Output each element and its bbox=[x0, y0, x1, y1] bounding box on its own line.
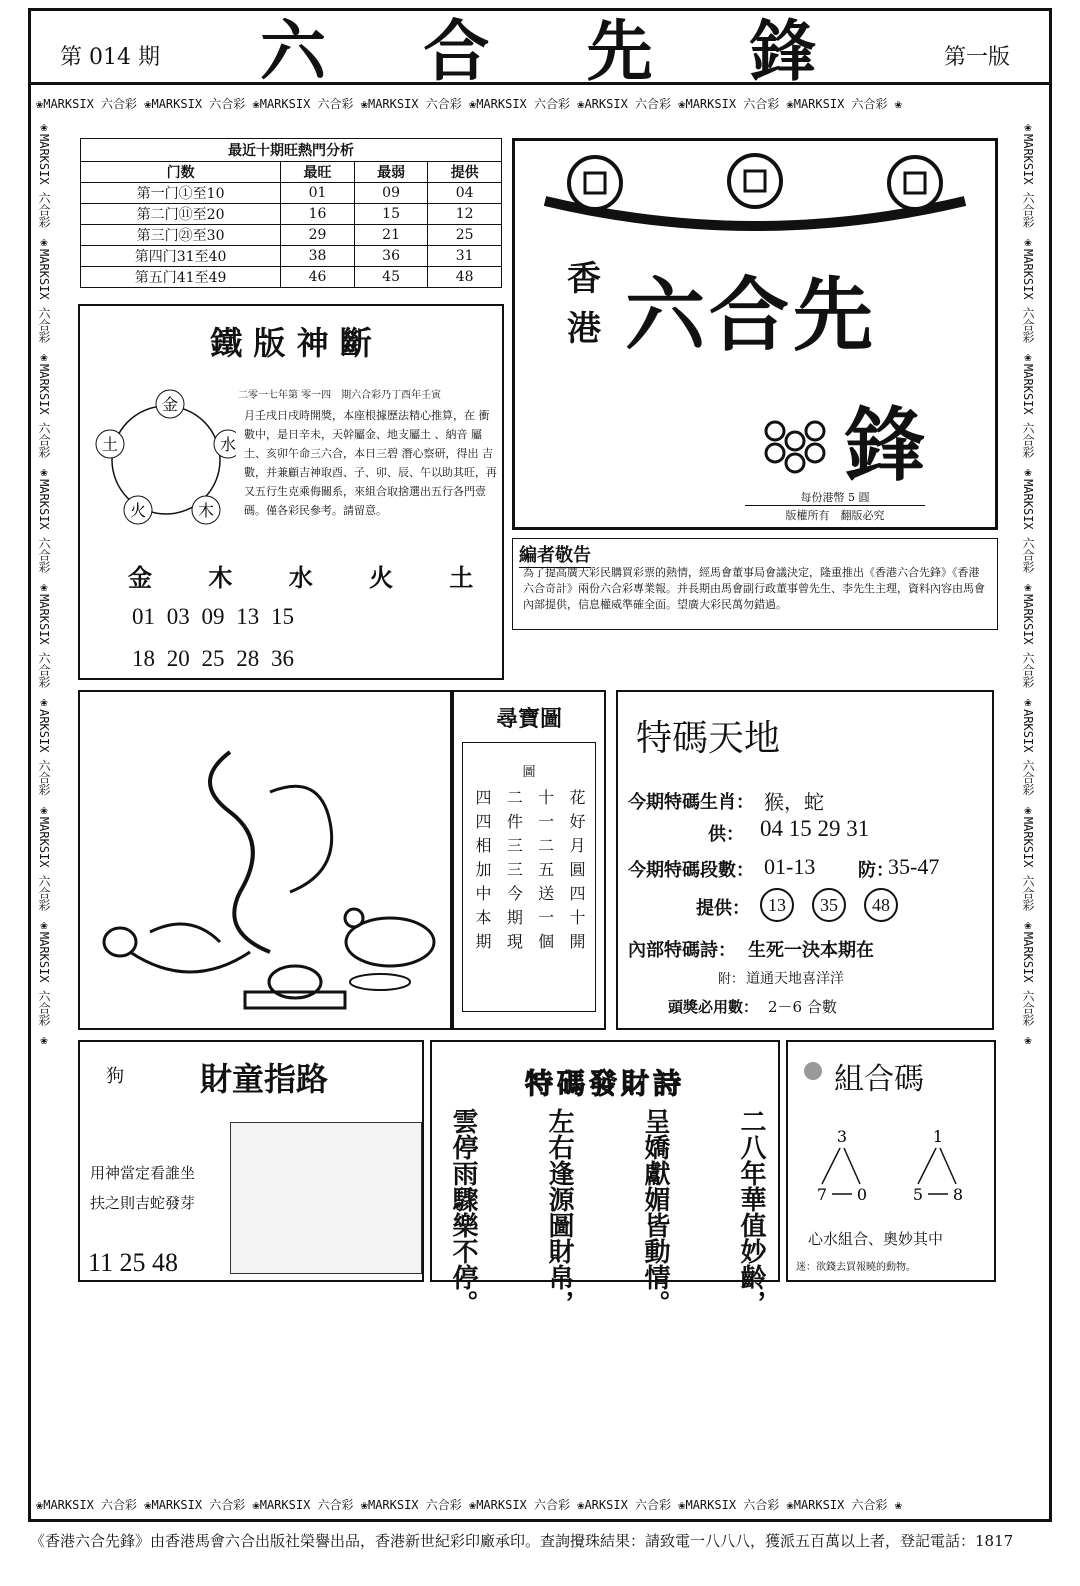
numbers-row-1: 01 03 09 13 15 bbox=[132, 604, 294, 629]
tema-title: 特碼天地 bbox=[636, 718, 781, 759]
combo-title: 組合碼 bbox=[834, 1062, 924, 1097]
element-label: 金 bbox=[161, 395, 179, 414]
cell: 01 bbox=[281, 183, 355, 204]
editor-notice bbox=[512, 538, 998, 630]
edition-label: 第一版 bbox=[944, 45, 1011, 70]
hot-analysis-table bbox=[80, 138, 502, 288]
circled-number: 48 bbox=[864, 888, 898, 922]
caitong-line-1: 用神當定看誰坐 bbox=[90, 1164, 196, 1182]
top-brand-strip: ❀MARKSIX 六合彩 ❀MARKSIX 六合彩 ❀MARKSIX 六合彩 ❀MARKSIX 六合彩 ❀MARKSIX 六合彩 ❀ARKSIX 六合彩 ❀MARKSIX 六合彩 ❀MARKSIX 六合彩 ❀ bbox=[36, 97, 902, 111]
cell: 第三门㉑至30 bbox=[81, 225, 281, 246]
notice-text: 為了提高廣大彩民購買彩票的熱情，經馬會董事局會議決定，隆重推出《香港六合先鋒》《香港六合奇計》兩份六合彩專業報。并長期由馬會副行政董事曾先生、李先生主理，資料內容由馬會內部提供，信息權威準確全面。望廣大彩民萬勿錯過。 bbox=[523, 566, 985, 611]
col-header: 门数 bbox=[81, 162, 281, 183]
gong-value: 04 15 29 31 bbox=[760, 816, 870, 841]
treasure-column: 十一二五送一個 bbox=[535, 789, 555, 957]
duan-label: 今期特碼段數： bbox=[628, 860, 754, 881]
calendar-label: 圖 bbox=[522, 765, 536, 780]
masthead bbox=[260, 8, 820, 90]
elements-row: 金 木 水 火 土 bbox=[128, 564, 498, 592]
header-rule bbox=[28, 82, 1052, 85]
combo-digit: 8 bbox=[952, 1185, 964, 1204]
five-elements-diagram bbox=[94, 384, 236, 530]
bonus-label: 頭獎必用數： bbox=[668, 998, 759, 1016]
poem-label: 內部特碼詩： bbox=[628, 940, 736, 961]
treasure-column: 二件三三今期現 bbox=[504, 789, 524, 957]
treasure-column: 四四相加中本期 bbox=[473, 789, 492, 957]
cell: 45 bbox=[354, 267, 428, 288]
price-label: 每份港幣 5 圓 bbox=[745, 489, 925, 506]
cell: 09 bbox=[354, 183, 428, 204]
combo-note: 迷：欲錢去買報曉的動物。 bbox=[796, 1262, 916, 1273]
notice-title: 編者敬告 bbox=[519, 541, 591, 568]
bonus-value: 2－6 合數 bbox=[768, 998, 837, 1016]
cell: 36 bbox=[354, 246, 428, 267]
calendar-card bbox=[462, 742, 596, 1012]
cell: 16 bbox=[281, 204, 355, 225]
combo-digit: 5 bbox=[912, 1185, 924, 1204]
combo-digit: 1 bbox=[932, 1127, 944, 1146]
poem-title: 特碼發財詩 bbox=[524, 1067, 685, 1100]
duan-value: 01-13 bbox=[764, 854, 816, 879]
left-brand-strip: ❀MARKSIX 六合彩 ❀MARKSIX 六合彩 ❀MARKSIX 六合彩 ❀MARKSIX 六合彩 ❀MARKSIX 六合彩 ❀ARKSIX 六合彩 ❀MARKSIX 六合彩 ❀MARKSIX 六合彩 ❀ bbox=[37, 120, 51, 1047]
poster-box bbox=[512, 138, 998, 530]
masthead-char: 合 bbox=[423, 12, 494, 90]
date-line: 二零一七年第 零一四 期六合彩乃丁酉年壬寅 bbox=[238, 390, 442, 401]
cell: 第四门31至40 bbox=[81, 246, 281, 267]
table-title: 最近十期旺熱門分析 bbox=[81, 139, 502, 162]
wealth-child-box bbox=[78, 1040, 424, 1282]
caitong-numbers: 11 25 48 bbox=[88, 1248, 179, 1277]
circled-number: 35 bbox=[812, 888, 846, 922]
caitong-title: 財童指路 bbox=[200, 1060, 329, 1098]
hot-analysis-table-box bbox=[80, 138, 502, 288]
col-header: 提供 bbox=[428, 162, 502, 183]
section-title: 鐵 版 神 斷 bbox=[210, 324, 372, 362]
issue-number: 第 014 期 bbox=[60, 45, 160, 70]
prediction-text: 月壬戌日戌時開獎，本座根據歷法精心推算，在 衝數中，是日辛未，天幹屬金、地支屬土 、納音 屬土、亥卯午命三六合，本日三碧 潛心察研，得出 吉數，并兼顧吉神取酉、子、卯、辰、午以助其旺，再 又五行生克乘侮關系，來組合取捨選出五行各門壹 碼。僅各彩民參考。請留意。 bbox=[244, 409, 497, 517]
poem-columns bbox=[448, 1108, 766, 1316]
cell: 29 bbox=[281, 225, 355, 246]
cell: 第一门①至10 bbox=[81, 183, 281, 204]
fu-value: 道通天地喜洋洋 bbox=[746, 971, 844, 987]
animal-label: 狗 bbox=[106, 1066, 124, 1087]
combo-line: 心水組合、奧妙其中 bbox=[808, 1230, 944, 1248]
numbers-row-2: 18 20 25 28 36 bbox=[132, 646, 294, 671]
element-label: 土 bbox=[101, 435, 119, 454]
masthead-char: 鋒 bbox=[749, 12, 820, 90]
poster-hk-char-1: 香 bbox=[567, 259, 601, 299]
col-header: 最弱 bbox=[354, 162, 428, 183]
cell: 04 bbox=[428, 183, 502, 204]
cell: 12 bbox=[428, 204, 502, 225]
masthead-char: 先 bbox=[586, 12, 657, 90]
special-code-box bbox=[616, 690, 994, 1030]
circled-number: 13 bbox=[760, 888, 794, 922]
col-header: 最旺 bbox=[281, 162, 355, 183]
zodiac-value: 猴，蛇 bbox=[764, 790, 824, 814]
cell: 21 bbox=[354, 225, 428, 246]
element-label: 火 bbox=[129, 501, 147, 520]
table-row bbox=[81, 246, 502, 267]
footer-text: 《香港六合先鋒》由香港馬會六合出版社榮譽出品，香港新世紀彩印廠承印。查詢攪珠結果：請致電一八八八，獲派五百萬以上者，登記電話：1817 bbox=[30, 1532, 1014, 1550]
treasure-title: 尋寶圖 bbox=[495, 707, 562, 732]
children-illustration bbox=[230, 1122, 422, 1274]
caitong-line-2: 扶之則吉蛇發芽 bbox=[90, 1194, 196, 1212]
right-brand-strip: ❀MARKSIX 六合彩 ❀MARKSIX 六合彩 ❀MARKSIX 六合彩 ❀MARKSIX 六合彩 ❀MARKSIX 六合彩 ❀ARKSIX 六合彩 ❀MARKSIX 六合彩 ❀MARKSIX 六合彩 ❀ bbox=[1021, 120, 1035, 1047]
poem-line: 雲停雨驟樂不停。 bbox=[448, 1108, 478, 1316]
table-row bbox=[81, 267, 502, 288]
poster-title: 六合先 bbox=[625, 269, 877, 362]
gong-label: 供： bbox=[708, 824, 744, 845]
table-row bbox=[81, 204, 502, 225]
cell: 15 bbox=[354, 204, 428, 225]
fu-label: 附： bbox=[718, 972, 745, 987]
table-row bbox=[81, 183, 502, 204]
cell: 48 bbox=[428, 267, 502, 288]
element-label: 水 bbox=[219, 435, 236, 454]
poem-value: 生死一決本期在 bbox=[748, 940, 874, 961]
fortune-poem-box bbox=[430, 1040, 780, 1316]
dragon-turtle-drawing bbox=[80, 692, 450, 1028]
flower-icon bbox=[804, 1062, 822, 1080]
iron-plate-section bbox=[78, 304, 504, 680]
cell: 38 bbox=[281, 246, 355, 267]
poem-line: 二八年華值妙齡， bbox=[736, 1108, 766, 1316]
combo-digit: 7 bbox=[816, 1185, 828, 1204]
table-row bbox=[81, 225, 502, 246]
cell: 第五门41至49 bbox=[81, 267, 281, 288]
fang-value: 35-47 bbox=[888, 854, 940, 879]
treasure-column: 花好月圓四十開 bbox=[566, 789, 586, 957]
combo-digit: 0 bbox=[856, 1185, 868, 1204]
combo-code-box bbox=[786, 1040, 996, 1282]
poem-line: 左右逢源圖財帛， bbox=[544, 1108, 574, 1316]
cell: 31 bbox=[428, 246, 502, 267]
combo-digit: 3 bbox=[836, 1127, 848, 1146]
bottom-brand-strip: ❀MARKSIX 六合彩 ❀MARKSIX 六合彩 ❀MARKSIX 六合彩 ❀MARKSIX 六合彩 ❀MARKSIX 六合彩 ❀ARKSIX 六合彩 ❀MARKSIX 六合彩 ❀MARKSIX 六合彩 ❀ bbox=[36, 1498, 902, 1512]
treasure-columns bbox=[473, 789, 585, 957]
zodiac-label: 今期特碼生肖： bbox=[628, 792, 754, 813]
tigong-label: 提供： bbox=[696, 898, 750, 919]
tigong-values bbox=[760, 888, 898, 922]
element-label: 木 bbox=[197, 501, 215, 520]
combo-triangles bbox=[808, 1126, 978, 1206]
cell: 25 bbox=[428, 225, 502, 246]
poster-hk-char-2: 港 bbox=[567, 309, 601, 349]
masthead-char: 六 bbox=[260, 12, 330, 90]
poem-line: 呈嬌獻媚皆動情。 bbox=[640, 1108, 670, 1316]
fang-label: 防： bbox=[858, 860, 894, 881]
poster-title-end: 鋒 bbox=[845, 399, 925, 492]
cell: 46 bbox=[281, 267, 355, 288]
rights-label: 版權所有 翻版必究 bbox=[785, 509, 885, 522]
dragon-illustration bbox=[78, 690, 452, 1030]
cell: 第二门⑪至20 bbox=[81, 204, 281, 225]
treasure-map-box bbox=[452, 690, 606, 1030]
